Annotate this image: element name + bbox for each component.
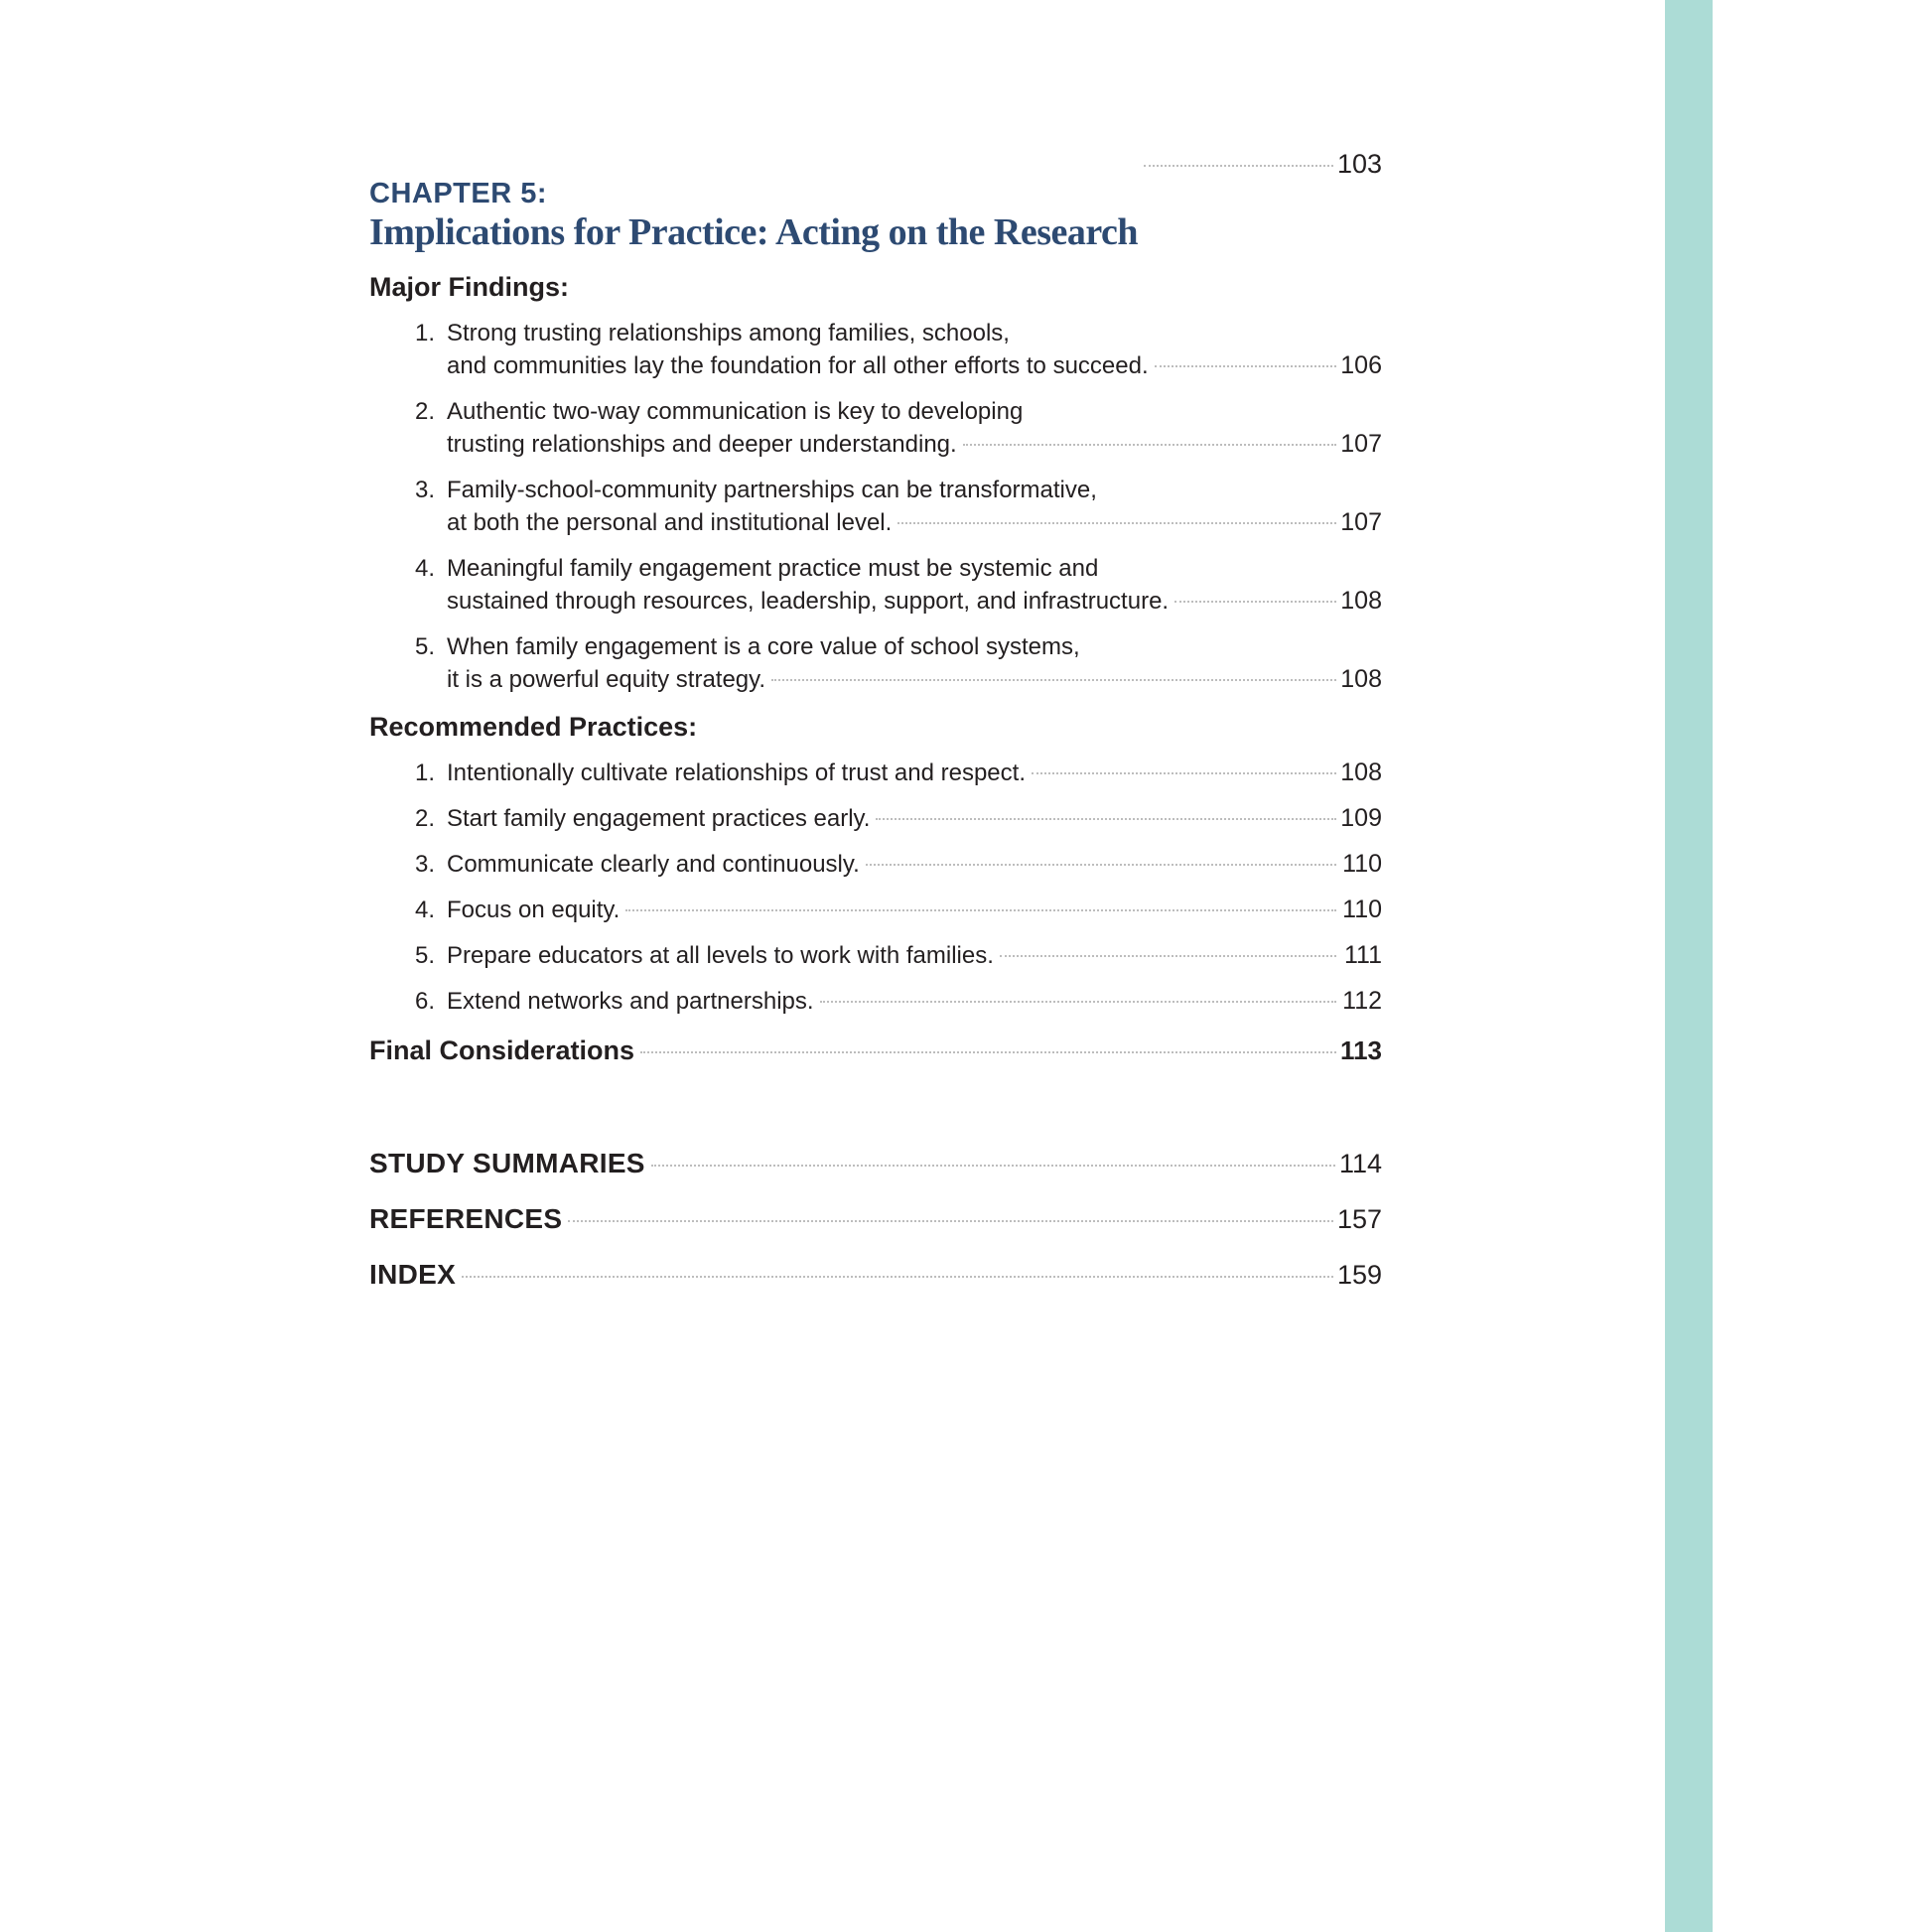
page-number: 113 — [1340, 1035, 1382, 1065]
toc-item[interactable] — [415, 395, 1382, 461]
item-number: 4. — [415, 555, 436, 582]
toc-references[interactable] — [369, 1203, 1382, 1235]
leader-dots — [963, 444, 1336, 446]
leader-dots — [820, 1001, 1336, 1003]
chapter-number: CHAPTER 5: — [369, 178, 548, 209]
leader-dots — [651, 1165, 1335, 1167]
toc-item[interactable] — [415, 552, 1382, 618]
leader-dots — [771, 679, 1336, 681]
leader-dots — [876, 818, 1336, 820]
page-number: 114 — [1338, 1149, 1382, 1178]
toc-item[interactable] — [415, 630, 1382, 696]
toc-index[interactable] — [369, 1259, 1382, 1291]
item-text-line1: When family engagement is a core value of school systems, — [447, 633, 1080, 660]
page-number: 108 — [1340, 665, 1382, 693]
back-matter-list — [369, 1148, 1382, 1291]
toc-item[interactable] — [415, 985, 1382, 1018]
item-text-line2: at both the personal and institutional level. — [447, 509, 893, 536]
toc-item[interactable] — [415, 894, 1382, 926]
table-of-contents — [369, 149, 1382, 1314]
item-number: 5. — [415, 942, 436, 969]
leader-dots — [462, 1276, 1333, 1278]
page-number: 103 — [1336, 149, 1382, 179]
toc-chapter-entry[interactable] — [369, 149, 1382, 254]
page-number: 110 — [1342, 896, 1382, 923]
page-number: 111 — [1343, 941, 1382, 969]
item-number: 3. — [415, 477, 436, 503]
leader-dots — [1174, 601, 1336, 603]
leader-dots — [640, 1051, 1336, 1053]
entry-label: REFERENCES — [369, 1203, 563, 1234]
item-text: Extend networks and partnerships. — [447, 988, 814, 1015]
item-number: 1. — [415, 320, 436, 346]
page-number: 108 — [1340, 759, 1382, 786]
page-number: 112 — [1342, 987, 1382, 1015]
page-number: 159 — [1336, 1260, 1382, 1290]
item-text-line2: it is a powerful equity strategy. — [447, 666, 766, 693]
leader-dots — [1000, 955, 1336, 957]
toc-study-summaries[interactable] — [369, 1148, 1382, 1179]
toc-item[interactable] — [415, 317, 1382, 382]
leader-dots — [1032, 772, 1336, 774]
item-text: Focus on equity. — [447, 897, 621, 923]
item-text: Start family engagement practices early. — [447, 805, 871, 832]
item-text: Intentionally cultivate relationships of trust and respect. — [447, 759, 1026, 786]
leader-dots — [866, 864, 1336, 866]
page-number: 110 — [1342, 850, 1382, 878]
entry-label: STUDY SUMMARIES — [369, 1148, 645, 1178]
toc-final-considerations[interactable] — [369, 1035, 1382, 1066]
leader-dots — [1144, 165, 1333, 167]
item-number: 4. — [415, 897, 436, 923]
leader-dots — [568, 1220, 1333, 1222]
item-number: 1. — [415, 759, 436, 786]
leader-dots — [625, 909, 1336, 911]
leader-dots — [897, 522, 1336, 524]
item-text-line1: Strong trusting relationships among families, schools, — [447, 320, 1010, 346]
item-number: 2. — [415, 805, 436, 832]
entry-label: Final Considerations — [369, 1035, 635, 1065]
item-number: 6. — [415, 988, 436, 1015]
item-number: 3. — [415, 851, 436, 878]
item-text: Communicate clearly and continuously. — [447, 851, 860, 878]
item-text-line1: Authentic two-way communication is key to developing — [447, 398, 1024, 425]
page-number: 109 — [1340, 804, 1382, 832]
item-text-line1: Family-school-community partnerships can be transformative, — [447, 477, 1097, 503]
item-text-line1: Meaningful family engagement practice must be systemic and — [447, 555, 1099, 582]
section-heading-recommended-practices: Recommended Practices: — [369, 712, 698, 742]
item-number: 2. — [415, 398, 436, 425]
page-number: 106 — [1340, 351, 1382, 379]
leader-dots — [1155, 365, 1336, 367]
toc-item[interactable] — [415, 939, 1382, 972]
decorative-side-bar — [1665, 0, 1713, 1932]
section-heading-major-findings: Major Findings: — [369, 272, 569, 302]
page-number: 107 — [1340, 430, 1382, 458]
toc-item[interactable] — [415, 757, 1382, 789]
toc-item[interactable] — [415, 802, 1382, 835]
toc-item[interactable] — [415, 474, 1382, 539]
page-number: 108 — [1340, 587, 1382, 615]
chapter-title: Implications for Practice: Acting on the Research — [369, 211, 1139, 253]
item-text: Prepare educators at all levels to work with families. — [447, 942, 994, 969]
toc-item[interactable] — [415, 848, 1382, 881]
item-number: 5. — [415, 633, 436, 660]
page-number: 157 — [1336, 1204, 1382, 1234]
item-text-line2: sustained through resources, leadership, support, and infrastructure. — [447, 588, 1170, 615]
page-number: 107 — [1340, 508, 1382, 536]
entry-label: INDEX — [369, 1259, 457, 1290]
item-text-line2: and communities lay the foundation for all other efforts to succeed. — [447, 352, 1149, 379]
item-text-line2: trusting relationships and deeper understanding. — [447, 431, 957, 458]
